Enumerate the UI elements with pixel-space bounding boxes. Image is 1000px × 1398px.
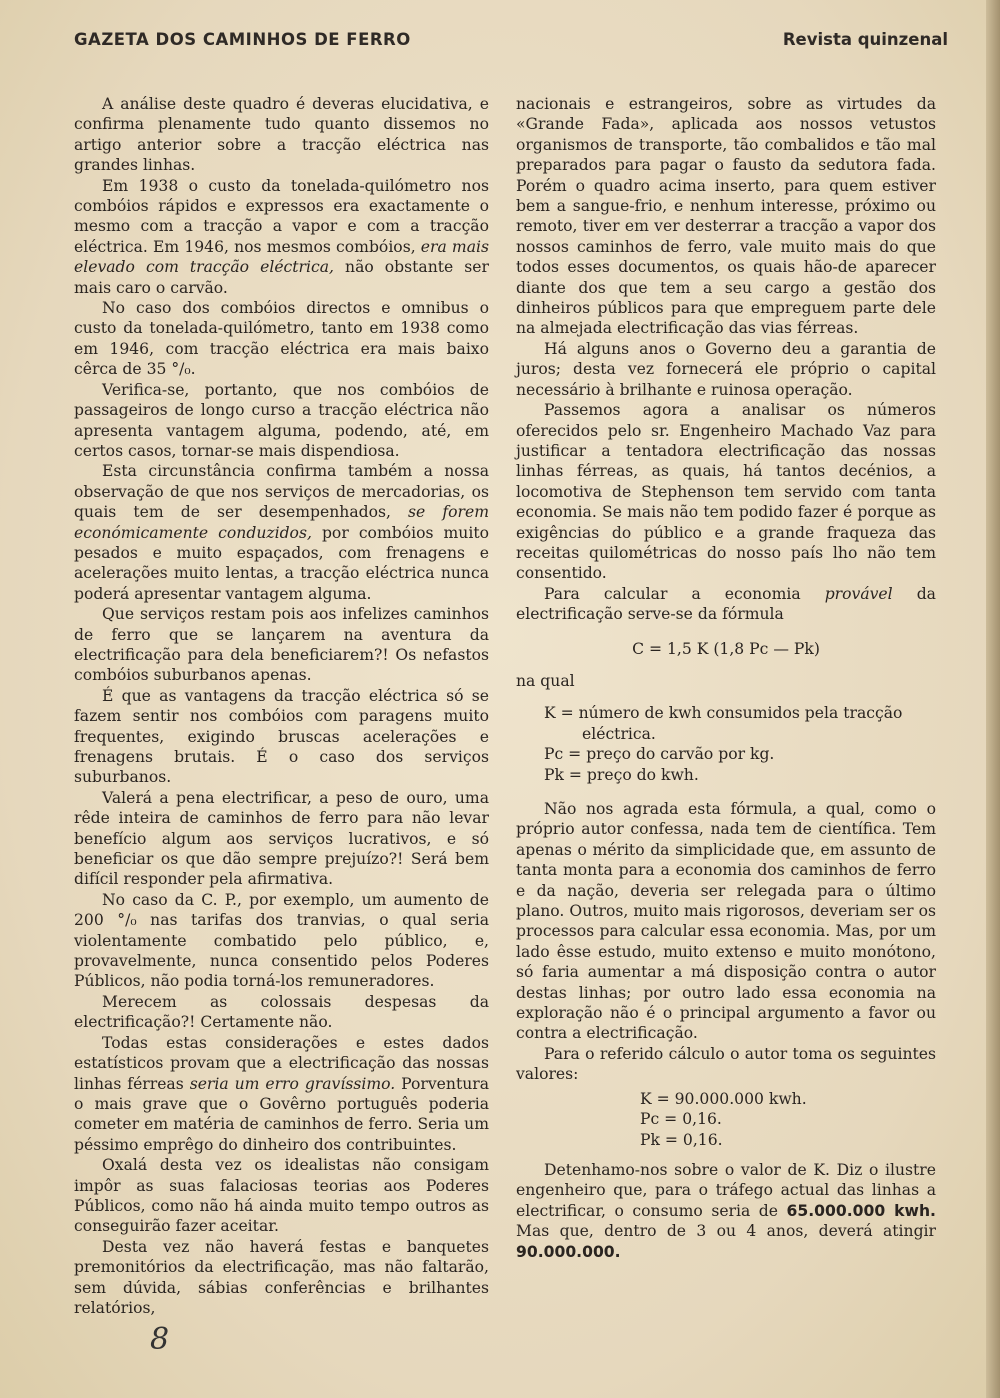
paragraph: Oxalá desta vez os idealistas não consigam impôr as suas falaciosas teorias aos Poderes Públicos, como não há ainda muito tempo outros as conseguirão fazer aceitar.	[74, 1156, 489, 1236]
paragraph: No caso dos combóios directos e omnibus o custo da tonelada-quilómetro, tanto em 1938 como em 1946, com tracção eléctrica era mais baixo cêrca de 35 °/₀.	[74, 299, 489, 379]
paragraph: No caso da C. P., por exemplo, um aumento de 200 °/₀ nas tarifas dos tranvias, o qual seria violentamente combatido pelo público, e, provavelmente, nunca consentido pelos Poderes Públicos, não podia torná-los remuneradores.	[74, 890, 489, 991]
paragraph: É que as vantagens da tracção eléctrica só se fazem sentir nos combóios com paragens muito frequentes, exigindo bruscas acelerações e frenagens brutais. É o caso dos serviços suburbanos.	[74, 686, 489, 787]
definition-pc: Pc = preço do carvão por kg.	[544, 745, 775, 764]
definition-pk: Pk = preço do kwh.	[544, 765, 699, 784]
paragraph: Em 1938 o custo da tonelada-quilómetro nos combóios rápidos e expressos era exactamente o mesmo com a tracção a vapor e com a tracção eléctrica. Em 1946, nos mesmos combóios, era mais elevado com tracção eléctrica, não obstante ser mais caro o carvão.	[74, 176, 489, 297]
paragraph: Para o referido cálculo o autor toma os seguintes valores:	[516, 1044, 936, 1084]
paragraph: Desta vez não haverá festas e banquetes premonitórios da electrificação, mas não faltarão, sem dúvida, sábias conferências e brilhantes relatórios,	[74, 1237, 489, 1317]
right-column	[516, 94, 936, 1262]
page-number: 8	[150, 1322, 170, 1357]
paragraph: Há alguns anos o Governo deu a garantia de juros; desta vez fornecerá ele próprio o capital necessário à brilhante e ruinosa operação.	[516, 339, 936, 399]
value-k: K = 90.000.000 kwh.	[640, 1089, 807, 1108]
paragraph: Esta circunstância confirma também a nossa observação de que nos serviços de mercadorias, os quais tem de ser desempenhados, se forem económicamente conduzidos, por combóios muito pesados e muito espaçados, com frenagens e acelerações muito lentas, a tracção eléctrica nunca poderá apresentar vantagem alguma.	[74, 462, 489, 603]
paragraph: Não nos agrada esta fórmula, a qual, como o próprio autor confessa, nada tem de científica. Tem apenas o mérito da simplicidade que, em assunto de tanta monta para a economia dos caminhos de ferro e da nação, deveria ser relegada para o último plano. Outros, muito mais rigorosos, deveriam ser os processos para calcular essa economia. Mas, por um lado êsse estudo, muito extenso e muito monótono, só faria aumentar a má disposição contra o autor destas linhas; por outro lado essa economia na exploração não é o principal argumento a favor ou contra a electrificação.	[516, 800, 936, 1043]
paragraph: A análise deste quadro é deveras elucidativa, e confirma plenamente tudo quanto dissemos no artigo anterior sobre a tracção eléctrica nas grandes linhas.	[74, 95, 489, 175]
paragraph: nacionais e estrangeiros, sobre as virtudes da «Grande Fada», aplicada aos nossos vetustos organismos de transporte, tão combalidos e tão mal preparados para pagar o fausto da sedutora fada. Porém o quadro acima inserto, para quem estiver bem a sangue-frio, e nenhum interesse, próximo ou remoto, tiver em ver desterrar a tracção a vapor dos nossos caminhos de ferro, vale muito mais do que todos esses documentos, os quais hão-de aparecer diante dos que tem a seu cargo a gestão dos dinheiros públicos para que empreguem parte dele na almejada electrificação das vias férreas.	[516, 95, 936, 338]
value-pc: Pc = 0,16.	[640, 1110, 722, 1129]
journal-title: GAZETA DOS CAMINHOS DE FERRO	[74, 30, 411, 49]
formula: C = 1,5 K (1,8 Pc — Pk)	[632, 639, 820, 658]
paragraph: Passemos agora a analisar os números oferecidos pelo sr. Engenheiro Machado Vaz para justificar a tentadora electrificação das nossas linhas férreas, as quais, há tantos decénios, a locomotiva de Stephenson tem servido com tanta economia. Se mais não tem podido fazer é porque as exigências do público e a grande fraqueza das receitas quilométricas do nosso país lho não tem consentido.	[516, 401, 936, 583]
journal-subtitle: Revista quinzenal	[782, 30, 948, 49]
value-pk: Pk = 0,16.	[640, 1130, 723, 1149]
paragraph: Valerá a pena electrificar, a peso de ouro, uma rêde inteira de caminhos de ferro para não levar benefício algum aos serviços lucrativos, e só beneficiar os que dão sempre prejuízo?! Será bem difícil responder pela afirmativa.	[74, 788, 489, 889]
formula-definitions	[516, 703, 936, 785]
paragraph: Todas estas considerações e estes dados estatísticos provam que a electrificação das nossas linhas férreas seria um erro gravíssimo. Porventura o mais grave que o Govêrno português poderia cometer em matéria de caminhos de ferro. Seria um péssimo emprêgo do dinheiro dos contribuintes.	[74, 1033, 490, 1154]
definition-k: K = número de kwh consumidos pela tracção	[544, 704, 903, 723]
na-qual-label: na qual	[516, 671, 575, 690]
left-column	[74, 94, 489, 1318]
paragraph: Detenhamo-nos sobre o valor de K. Diz o ilustre engenheiro que, para o tráfego actual das linhas a electrificar, o consumo seria de 65.000.000 kwh. Mas que, dentro de 3 ou 4 anos, deverá atingir 90.000.000.	[516, 1160, 936, 1261]
definition-k-continued: eléctrica.	[582, 724, 656, 743]
paragraph: Que serviços restam pois aos infelizes caminhos de ferro que se lançarem na aventura da electrificação para dela beneficiarem?! Os nefastos combóios suburbanos apenas.	[74, 605, 489, 685]
running-header	[74, 30, 948, 56]
binding-edge	[986, 0, 1000, 1398]
paragraph: Merecem as colossais despesas da electrificação?! Certamente não.	[74, 992, 489, 1032]
values-list	[516, 1089, 936, 1150]
paragraph: Para calcular a economia provável da electrificação serve-se da fórmula	[516, 584, 936, 624]
paragraph: Verifica-se, portanto, que nos combóios de passageiros de longo curso a tracção eléctrica não apresenta vantagem alguma, podendo, até, em certos casos, tornar-se mais dispendiosa.	[74, 380, 489, 460]
